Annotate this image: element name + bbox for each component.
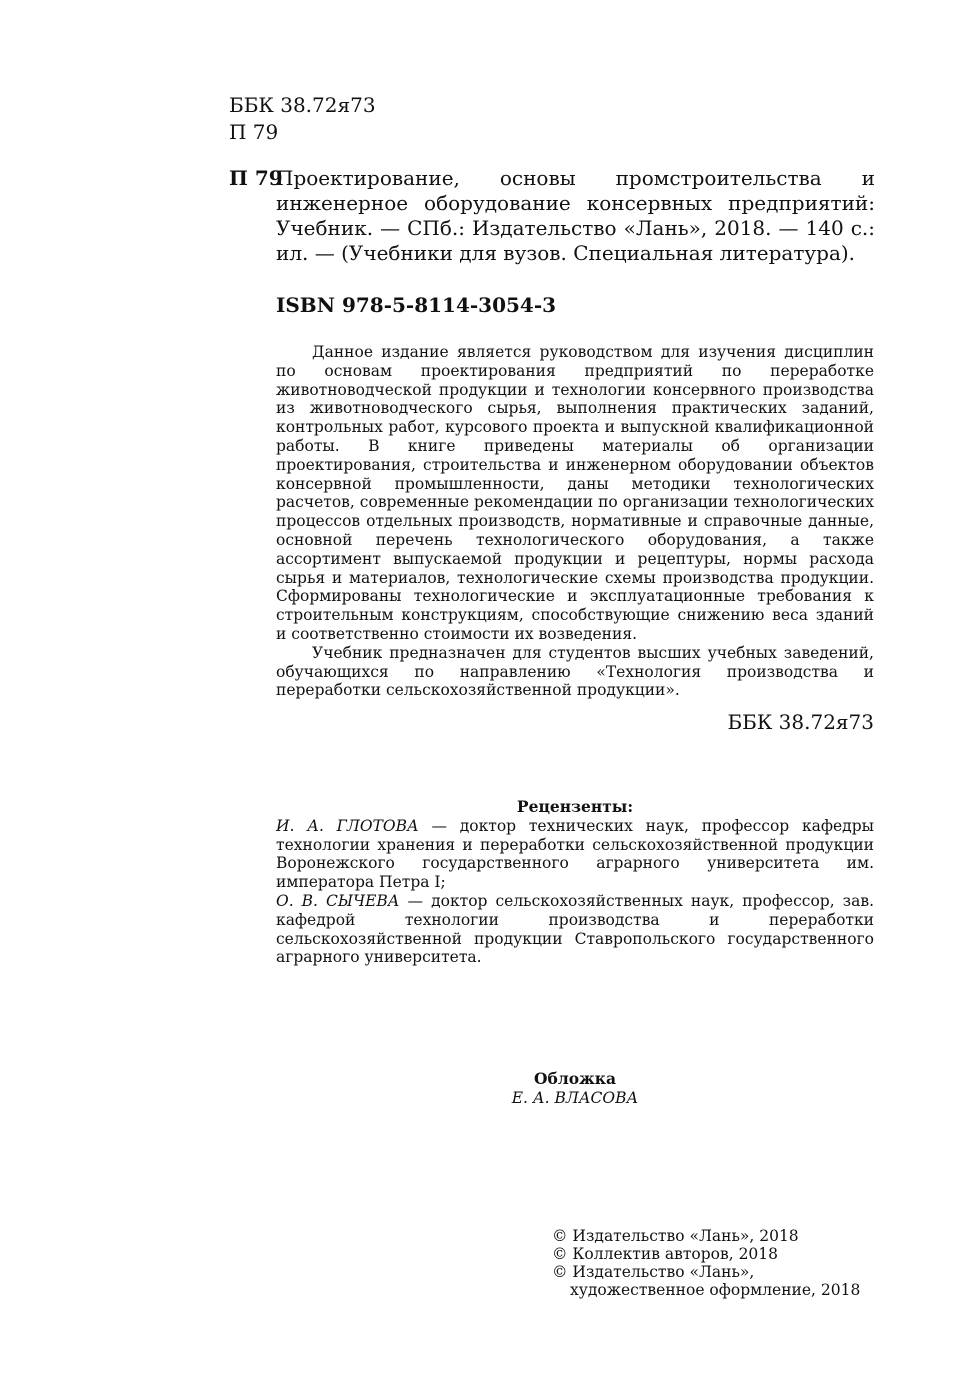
author-mark: П 79: [229, 120, 279, 144]
copyright-line-1: © Издательство «Лань», 2018: [552, 1227, 799, 1245]
abstract-paragraph-2: Учебник предназначен для студентов высших учебных заведений, обучающихся по направлению «Технология производства и переработки сельскохозяйственной продукции».: [276, 643, 874, 700]
cover-designer: Е. А. ВЛАСОВА: [511, 1088, 639, 1107]
reviewer-2-name: О. В. СЫЧЕВА: [276, 891, 400, 910]
isbn: ISBN 978-5-8114-3054-3: [276, 293, 557, 317]
reviewer-1-text: — доктор технических наук, профессор кафедры технологии хранения и переработки сельскохозяйственной продукции Воронежского государственного аграрного университета им. императора Петра I;: [276, 816, 874, 892]
bbk-code: ББК 38.72я73: [229, 93, 376, 117]
reviewer-2: [276, 892, 874, 967]
bibliographic-entry: [229, 166, 875, 266]
reviewer-2-text: — доктор сельскохозяйственных наук, профессор, зав. кафедрой технологии производства и переработки сельскохозяйственной продукции Ставропольского государственного аграрного университета.: [276, 891, 874, 967]
reviewer-1-name: И. А. ГЛОТОВА: [276, 816, 419, 835]
cover-heading: Обложка: [534, 1069, 616, 1088]
cover-credit: [276, 1070, 874, 1107]
reviewers-heading: Рецензенты:: [516, 797, 634, 816]
reviewer-1: [276, 817, 874, 892]
abstract: [276, 343, 874, 700]
copyright-line-4: художественное оформление, 2018: [570, 1281, 861, 1299]
classification-block: [229, 92, 376, 146]
copyright-line-2: © Коллектив авторов, 2018: [552, 1245, 779, 1263]
reviewers-section: [276, 798, 874, 967]
entry-description: Проектирование, основы промстроительства и инженерное оборудование консервных предприятий: Учебник. — СПб.: Издательство «Лань», 2018. — 140 с.: ил. — (Учебники для вузов. Специальная литература).: [276, 166, 875, 265]
entry-code: П 79: [229, 166, 283, 190]
copyright-line-3: © Издательство «Лань»,: [552, 1263, 755, 1281]
abstract-paragraph-1: Данное издание является руководством для изучения дисциплин по основам проектирования предприятий по переработке животноводческой продукции и технологии консервного производства из животноводческого сырья, выполнения практических заданий, контрольных работ, курсового проекта и выпускной квалификационной работы. В книге приведены материалы об организации проектирования, строительства и инженерном оборудовании объектов консервной промышленности, даны методики технологических расчетов, современные рекомендации по организации технологических процессов отдельных производств, нормативные и справочные данные, основной перечень технологического оборудования, а также ассортимент выпускаемой продукции и рецептуры, нормы расхода сырья и материалов, технологические схемы производства продукции. Сформированы технологические и эксплуатационные требования к строительным конструкциям, способствующие снижению веса зданий и соответственно стоимости их возведения.: [276, 343, 874, 643]
bbk-code-bottom: ББК 38.72я73: [727, 710, 874, 734]
copyright-block: [552, 1227, 860, 1299]
